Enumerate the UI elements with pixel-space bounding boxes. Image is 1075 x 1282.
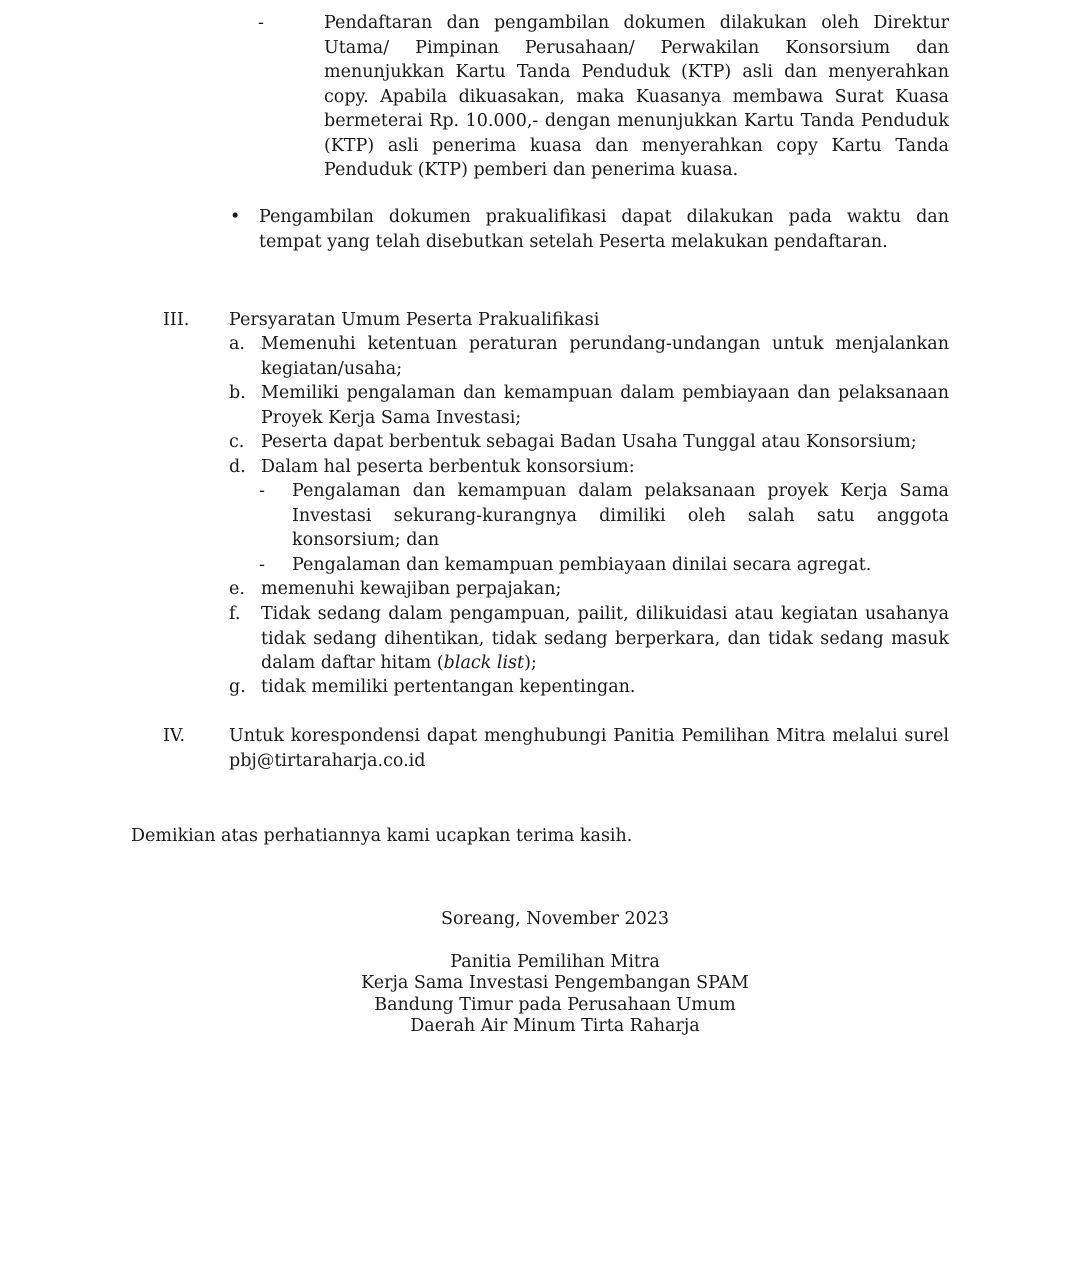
item-c-text: Peserta dapat berbentuk sebagai Badan Usaha Tunggal atau Konsorsium; <box>261 432 917 452</box>
signature-line-1: Panitia Pemilihan Mitra <box>450 952 660 972</box>
item-d-text: Dalam hal peserta berbentuk konsorsium: <box>261 457 635 477</box>
sub-item-d1-text: Pengalaman dan kemampuan dalam pelaksanaan proyek Kerja Sama Investasi sekurang-kurangnya dimiliki oleh salah satu anggota konsorsium; dan <box>292 481 949 550</box>
closing-sentence: Demikian atas perhatiannya kami ucapkan terima kasih. <box>131 826 633 846</box>
black-list-italic: black list <box>443 653 525 673</box>
section-iii-title: Persyaratan Umum Peserta Prakualifikasi <box>229 310 600 330</box>
item-g-marker: g. <box>229 677 246 697</box>
signature-line-2: Kerja Sama Investasi Pengembangan SPAM <box>361 973 749 993</box>
dash-marker: - <box>258 13 264 33</box>
item-a-marker: a. <box>229 334 245 354</box>
section-iv-text: Untuk korespondensi dapat menghubungi Panitia Pemilihan Mitra melalui surel pbj@tirtaraharja.co.id <box>229 726 949 771</box>
place-date: Soreang, November 2023 <box>441 909 669 929</box>
item-e-marker: e. <box>229 579 245 599</box>
section-iv-number: IV. <box>163 726 186 746</box>
item-f-text: Tidak sedang dalam pengampuan, pailit, dilikuidasi atau kegiatan usahanya tidak sedang dihentikan, tidak sedang berperkara, dan tidak sedang masuk dalam daftar hitam (black list); <box>261 604 949 673</box>
item-c-marker: c. <box>229 432 245 452</box>
item-g-text: tidak memiliki pertentangan kepentingan. <box>261 677 636 697</box>
sub-item-d2-marker: - <box>259 555 265 575</box>
bullet-marker: • <box>230 207 241 227</box>
item-a-text: Memenuhi ketentuan peraturan perundang-undangan untuk menjalankan kegiatan/usaha; <box>261 334 949 379</box>
document-pickup-paragraph: Pengambilan dokumen prakualifikasi dapat dilakukan pada waktu dan tempat yang telah disebutkan setelah Peserta melakukan pendaftaran. <box>259 207 949 252</box>
sub-item-d2-text: Pengalaman dan kemampuan pembiayaan dinilai secara agregat. <box>292 555 872 575</box>
registration-paragraph: Pendaftaran dan pengambilan dokumen dilakukan oleh Direktur Utama/ Pimpinan Perusahaan/ Perwakilan Konsorsium dan menunjukkan Kartu Tanda Penduduk (KTP) asli dan menyerahkan copy. Apabila dikuasakan, maka Kuasanya membawa Surat Kuasa bermeterai Rp. 10.000,- dengan menunjukkan Kartu Tanda Penduduk (KTP) asli penerima kuasa dan menyerahkan copy Kartu Tanda Penduduk (KTP) pemberi dan penerima kuasa. <box>324 13 949 180</box>
section-iii-number: III. <box>163 310 190 330</box>
item-b-marker: b. <box>229 383 246 403</box>
item-d-marker: d. <box>229 457 246 477</box>
signature-line-4: Daerah Air Minum Tirta Raharja <box>410 1016 700 1036</box>
item-f-marker: f. <box>229 604 241 624</box>
sub-item-d1-marker: - <box>259 481 265 501</box>
signature-line-3: Bandung Timur pada Perusahaan Umum <box>374 995 736 1015</box>
item-b-text: Memiliki pengalaman dan kemampuan dalam pembiayaan dan pelaksanaan Proyek Kerja Sama Investasi; <box>261 383 949 428</box>
item-e-text: memenuhi kewajiban perpajakan; <box>261 579 562 599</box>
